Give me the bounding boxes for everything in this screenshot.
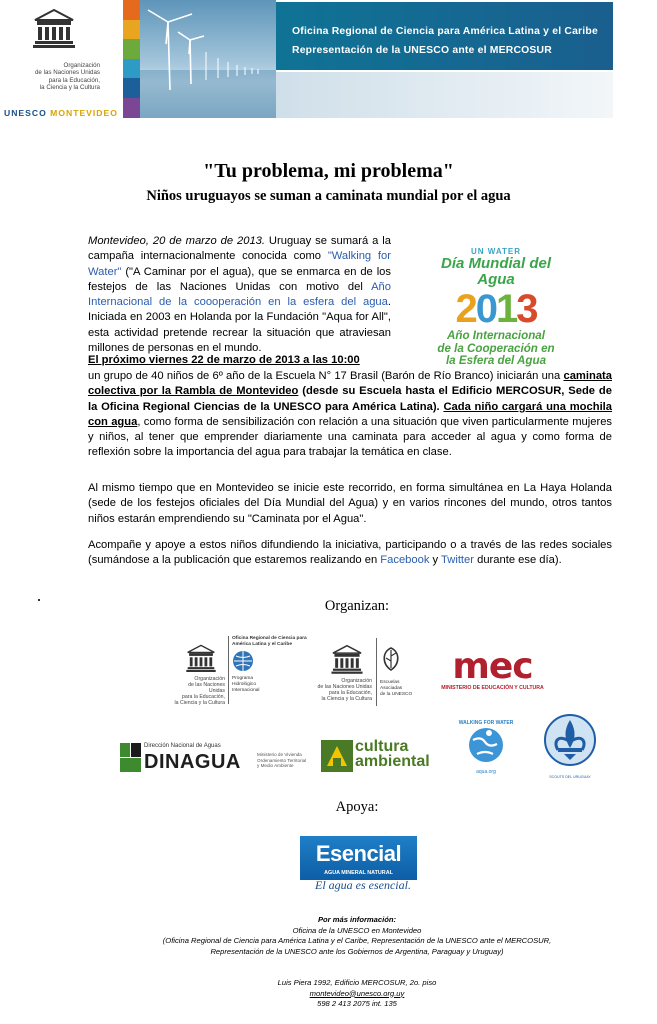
world-water-day-label: Día Mundial del Agua: [440, 255, 551, 288]
banner-shade: [276, 72, 613, 118]
color-stripe: [123, 98, 140, 118]
dinagua-top-label: Dirección Nacional de Aguas: [144, 743, 221, 749]
montevideo-label: MONTEVIDEO: [50, 108, 118, 118]
unesco-office-label: [232, 636, 307, 648]
color-stripes: [123, 0, 140, 118]
dateline: Montevideo, 20 de marzo de 2013.: [88, 235, 265, 247]
banner-title-line: Oficina Regional de Ciencia para América Latina y el Caribe: [292, 26, 598, 37]
unesco-temple-icon: [31, 8, 77, 48]
event-date: El próximo viernes 22 de marzo de 2013 a las 10:00: [88, 354, 360, 366]
color-stripe: [123, 39, 140, 59]
page-header: [0, 0, 657, 118]
unesco-org-line: para la Educación,: [48, 76, 100, 84]
unesco-org-name: [312, 678, 372, 702]
unesco-temple-icon: [330, 644, 364, 674]
unesco-org-line: la Ciencia y la Cultura: [321, 696, 372, 702]
unesco-aspnet-logo[interactable]: [312, 638, 422, 710]
unesco-temple-icon: [184, 644, 218, 672]
text-span: Uruguay se sumará a la campaña internacionalmente conocida como: [88, 235, 391, 263]
mec-logo[interactable]: [440, 646, 545, 697]
dinagua-logo[interactable]: [120, 741, 313, 775]
esencial-subtitle: AGUA MINERAL NATURAL: [324, 870, 393, 876]
twitter-link[interactable]: Twitter: [441, 554, 474, 567]
wind-turbine-icon: [140, 0, 276, 118]
text-span: Acompañe y apoye a estos niños difundiendo la iniciativa, participando o a través de las redes sociales (sumándose a la publicación que estaremos realizando en: [88, 539, 612, 567]
water-year-line: Año Internacional: [447, 329, 545, 342]
phi-label: [232, 676, 259, 693]
email-link[interactable]: montevideo@unesco.org.uy: [309, 988, 405, 998]
unesco-org-line: Organización: [194, 676, 225, 682]
water-year-link[interactable]: Año Internacional de la coooperación en la esfera del agua: [88, 280, 391, 309]
ministry-line: Ministerio de Vivienda: [257, 752, 302, 757]
event-paragraph: [88, 369, 612, 461]
color-stripe: [123, 59, 140, 79]
aqua-label: aqua.org: [476, 769, 496, 775]
water-year-label: [428, 330, 564, 368]
office-description-line: Representación de la UNESCO ante los Gobiernos de Argentina, Paraguay y Uruguay): [210, 946, 504, 956]
phi-line: Hidrológico: [232, 681, 256, 687]
mec-subtitle: MINISTERIO DE EDUCACIÓN Y CULTURA: [441, 685, 544, 691]
mec-wordmark: mec: [452, 646, 533, 687]
color-stripe: [123, 78, 140, 98]
esencial-wordmark: Esencial: [315, 841, 402, 866]
banner-band: [276, 2, 613, 70]
un-water-label: UN WATER: [470, 247, 522, 256]
logo-divider: [376, 638, 377, 706]
unesco-logo[interactable]: [0, 8, 118, 118]
esencial-tagline: El agua es esencial.: [315, 878, 411, 892]
ministry-line: y Medio Ambiente: [257, 763, 294, 769]
world-water-day-logo: [428, 247, 564, 369]
water-year-line: de la Cooperación en: [437, 341, 555, 355]
more-info-label: Por más información:: [317, 915, 397, 924]
organizers-heading: Organizan:: [324, 598, 390, 614]
text-span: , como forma de sensibilización con relación a una situación que viven particularmente mujeres y niños, al tener que emprender diariamente una caminata para acceder al agua y como forma de reflexión sobre la importancia del agua para trabajar la temática en clase.: [88, 415, 613, 459]
walking-for-water-link[interactable]: "Walking for Water": [88, 250, 391, 278]
dinagua-ministry-label: [257, 752, 306, 769]
event-paragraph-lead: [88, 353, 391, 368]
page-title: "Tu problema, mi problema": [203, 160, 454, 182]
walking-for-water-logo[interactable]: [456, 720, 516, 776]
scout-fleur-de-lis-icon: [540, 712, 600, 770]
esencial-logo[interactable]: [300, 836, 417, 894]
unesco-org-line: Organización: [63, 62, 100, 69]
banner-subtitle-line: Representación de la UNESCO ante el MERCOSUR: [292, 45, 552, 56]
office-address: Luis Piera 1992, Edificio MERCOSUR, 2o. piso: [277, 978, 437, 987]
text-span: un grupo de 40 niños de 6º año de la Escuela N° 17 Brasil (Barón de Río Branco) iniciarán una: [88, 370, 564, 382]
cultura-ambiental-logo[interactable]: [321, 738, 441, 774]
cultura-word: cultura: [355, 738, 409, 755]
page-subtitle: Niños uruguayos se suman a caminata mundial por el agua: [146, 188, 511, 204]
phi-line: Programa: [232, 676, 254, 681]
unesco-org-line: de las Naciones Unidas: [188, 682, 225, 694]
phi-line: Internacional: [232, 687, 260, 693]
walk-destination: (desde su Escuela hasta el Edificio MERCOSUR, Sede de la Oficina Regional Ciencias de la UNESCO para América Latina).: [88, 385, 612, 413]
wind-turbines-photo: [140, 0, 276, 118]
globe-walker-icon: [463, 726, 509, 764]
scouts-logo[interactable]: [540, 712, 600, 778]
simultaneous-paragraph: Al mismo tiempo que en Montevideo se inicie este recorrido, en forma simultánea en La Haya Holanda (sede de los festejos oficiales del Día Mundial del Agua) y en varios rincones del mundo, otros tantos niños estarán emprendiendo su "Caminata por el Agua".: [88, 482, 612, 525]
unesco-org-line: Organización: [341, 678, 372, 684]
aspnet-line: de la UNESCO: [380, 691, 413, 697]
unesco-org-line: de las Naciones Unidas: [34, 69, 100, 77]
unesco-org-name: [0, 62, 100, 92]
unesco-org-line: para la Educación,: [182, 694, 225, 700]
office-line: Oficina Regional de Ciencia para: [232, 636, 307, 641]
intro-paragraph: [88, 234, 391, 356]
unesco-org-line: de las Naciones Unidas: [317, 684, 372, 690]
phone-number: 598 2 413 2075 int. 135: [317, 999, 397, 1008]
text-span: . Iniciada en 2003 en Holanda por la Fundación "Aqua for All", esta actividad pretende recrear la situación que atraviesan millones de personas en el mundo.: [88, 296, 391, 355]
text-span: durante ese día).: [474, 554, 562, 567]
unesco-org-line: la Ciencia y la Cultura: [174, 700, 225, 706]
unesco-phi-logo[interactable]: [172, 636, 312, 708]
office-line: América Latina y el Caribe: [232, 641, 292, 647]
year-digit: 3: [516, 287, 537, 331]
cultura-mark-icon: [321, 740, 353, 772]
unesco-org-name: [172, 676, 225, 706]
year-label: [428, 288, 564, 330]
year-digit: 0: [475, 287, 496, 331]
year-digit: 1: [496, 287, 517, 331]
logo-divider: [228, 636, 229, 704]
aspnet-label: [380, 680, 412, 697]
backpack-note: Cada niño cargará una mochila con agua: [88, 400, 613, 428]
office-description-line: (Oficina Regional de Ciencia para América Latina y el Caribe, Representación de la UNESCO ante el MERCOSUR,: [162, 936, 552, 945]
unesco-label: UNESCO: [4, 108, 51, 118]
water-year-line: la Esfera del Agua: [445, 354, 547, 368]
walk-route: caminata colectiva por la Rambla de Montevideo: [88, 370, 612, 398]
scout-label: SCOUTS DEL URUGUAY: [549, 775, 591, 779]
color-stripe: [123, 20, 140, 40]
dinagua-wordmark: DINAGUA: [144, 751, 241, 773]
office-name: Oficina de la UNESCO en Montevideo: [292, 925, 422, 935]
aspnet-line: Escuelas: [380, 680, 400, 685]
ambiental-word: ambiental: [355, 753, 430, 770]
support-paragraph: [88, 538, 612, 569]
text-span: ("A Caminar por el agua), que se enmarca en de los festejos de las Naciones Unidas con motivo del: [88, 265, 391, 293]
year-digit: 2: [455, 287, 476, 331]
facebook-link[interactable]: Facebook: [380, 554, 430, 567]
text-span: y: [429, 554, 442, 567]
unesco-org-line: la Ciencia y la Cultura: [39, 84, 100, 92]
aspnet-leaf-icon: [380, 646, 402, 672]
color-stripe: [123, 0, 140, 20]
unesco-org-line: para la Educación,: [329, 690, 372, 696]
phi-globe-icon: [232, 650, 254, 672]
unesco-montevideo-label: [4, 108, 118, 118]
ministry-line: Ordenamiento Territorial: [257, 757, 307, 763]
contact-footer: [0, 915, 657, 1010]
wfw-label: WALKING FOR WATER: [458, 720, 514, 726]
sponsor-heading: Apoya:: [335, 799, 379, 815]
aspnet-line: Asociadas: [380, 685, 403, 691]
dinagua-mark-icon: [120, 743, 142, 773]
